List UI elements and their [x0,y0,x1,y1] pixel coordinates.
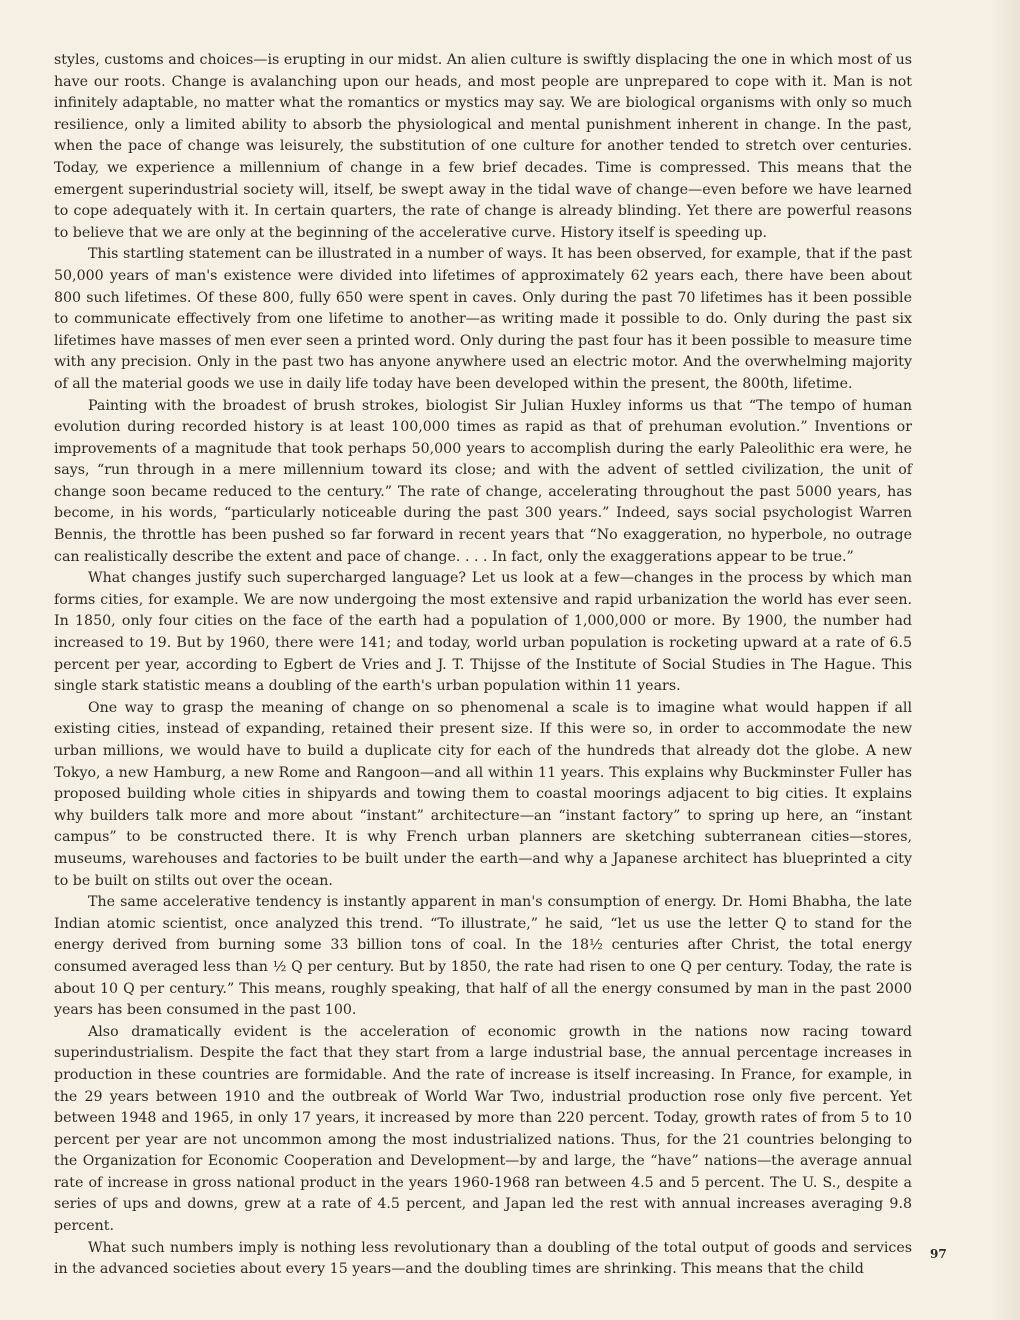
body-text [54,50,912,1281]
paragraph-3: Painting with the broadest of brush strokes, biologist Sir Julian Huxley informs us that “The tempo of human evolution during recorded history is at least 100,000 times as rapid as that of prehuman evolution.” Inventions or improvements of a magnitude that took perhaps 50,000 years to accomplish during the early Paleolithic era were, he says, “run through in a mere millennium toward its close; and with the advent of settled civilization, the unit of change soon became reduced to the century.” The rate of change, accelerating throughout the past 5000 years, has become, in his words, “particularly noticeable during the past 300 years.” Indeed, says social psychologist Warren Bennis, the throttle has been pushed so far forward in recent years that “No exaggeration, no hyperbole, no outrage can realistically describe the extent and pace of change. . . . In fact, only the exaggerations appear to be true.” [54,397,912,565]
paragraph-1: styles, customs and choices—is erupting in our midst. An alien culture is swiftly displacing the one in which most of us have our roots. Change is avalanching upon our heads, and most people are unprepared to cope with it. Man is not infinitely adaptable, no matter what the romantics or mystics may say. We are biological organisms with only so much resilience, only a limited ability to absorb the physiological and mental punishment inherent in change. In the past, when the pace of change was leisurely, the substitution of one culture for another tended to stretch over centuries. Today, we experience a millennium of change in a few brief decades. Time is compressed. This means that the emergent superindustrial society will, itself, be swept away in the tidal wave of change—even before we have learned to cope adequately with it. In certain quarters, the rate of change is already blinding. Yet there are powerful reasons to believe that we are only at the beginning of the accelerative curve. History itself is speeding up. [54,52,912,241]
paragraph-5: One way to grasp the meaning of change on so phenomenal a scale is to imagine what would happen if all existing cities, instead of expanding, retained their present size. If this were so, in order to accommodate the new urban millions, we would have to build a duplicate city for each of the hundreds that already dot the globe. A new Tokyo, a new Hamburg, a new Rome and Rangoon—and all within 11 years. This explains why Buckminster Fuller has proposed building whole cities in shipyards and towing them to coastal moorings adjacent to big cities. It explains why builders talk more and more about “instant” architecture—an “instant factory” to spring up here, an “instant campus” to be constructed there. It is why French urban planners are sketching subterranean cities—stores, museums, warehouses and factories to be built under the earth—and why a Japanese architect has blueprinted a city to be built on stilts out over the ocean. [54,699,912,889]
paragraph-6: The same accelerative tendency is instantly apparent in man's consumption of energy. Dr. Homi Bhabha, the late Indian atomic scientist, once analyzed this trend. “To illustrate,” he said, “let us use the letter Q to stand for the energy derived from burning some 33 billion tons of coal. In the 18½ centuries after Christ, the total energy consumed averaged less than ½ Q per century. But by 1850, the rate had risen to one Q per century. Today, the rate is about 10 Q per century.” This means, roughly speaking, that half of all the energy consumed by man in the past 2000 years has been consumed in the past 100. [54,894,912,1019]
page-number: 97 [930,1247,947,1261]
paragraph-2: This startling statement can be illustrated in a number of ways. It has been observed, for example, that if the past 50,000 years of man's existence were divided into lifetimes of approximately 62 years each, there have been about 800 such lifetimes. Of these 800, fully 650 were spent in caves. Only during the past 70 lifetimes has it been possible to communicate effectively from one lifetime to another—as writing made it possible to do. Only during the past six lifetimes have masses of men ever seen a printed word. Only during the past four has it been possible to measure time with any precision. Only in the past two has anyone anywhere used an electric motor. And the overwhelming majority of all the material goods we use in daily life today have been developed within the present, the 800th, lifetime. [54,246,912,392]
paragraph-4: What changes justify such supercharged language? Let us look at a few—changes in the process by which man forms cities, for example. We are now undergoing the most extensive and rapid urbanization the world has ever seen. In 1850, only four cities on the face of the earth had a population of 1,000,000 or more. By 1900, the number had increased to 19. But by 1960, there were 141; and today, world urban population is rocketing upward at a rate of 6.5 percent per year, according to Egbert de Vries and J. T. Thijsse of the Institute of Social Studies in The Hague. This single stark statistic means a doubling of the earth's urban population within 11 years. [54,570,912,695]
paragraph-7: Also dramatically evident is the acceleration of economic growth in the nations now racing toward superindustrialism. Despite the fact that they start from a large industrial base, the annual percentage increases in production in these countries are formidable. And the rate of increase is itself increasing. In France, for example, in the 29 years between 1910 and the outbreak of World War Two, industrial production rose only five percent. Yet between 1948 and 1965, in only 17 years, it increased by more than 220 percent. Today, growth rates of from 5 to 10 percent per year are not uncommon among the most industrialized nations. Thus, for the 21 countries belonging to the Organization for Economic Cooperation and Development—by and large, the “have” nations—the average annual rate of increase in gross national product in the years 1960-1968 ran between 4.5 and 5 percent. The U. S., despite a series of ups and downs, grew at a rate of 4.5 percent, and Japan led the rest with annual increases averaging 9.8 percent. [54,1023,912,1235]
paragraph-8: What such numbers imply is nothing less revolutionary than a doubling of the total output of goods and services in the advanced societies about every 15 years—and the doubling times are shrinking. This means that the child [54,1239,912,1278]
